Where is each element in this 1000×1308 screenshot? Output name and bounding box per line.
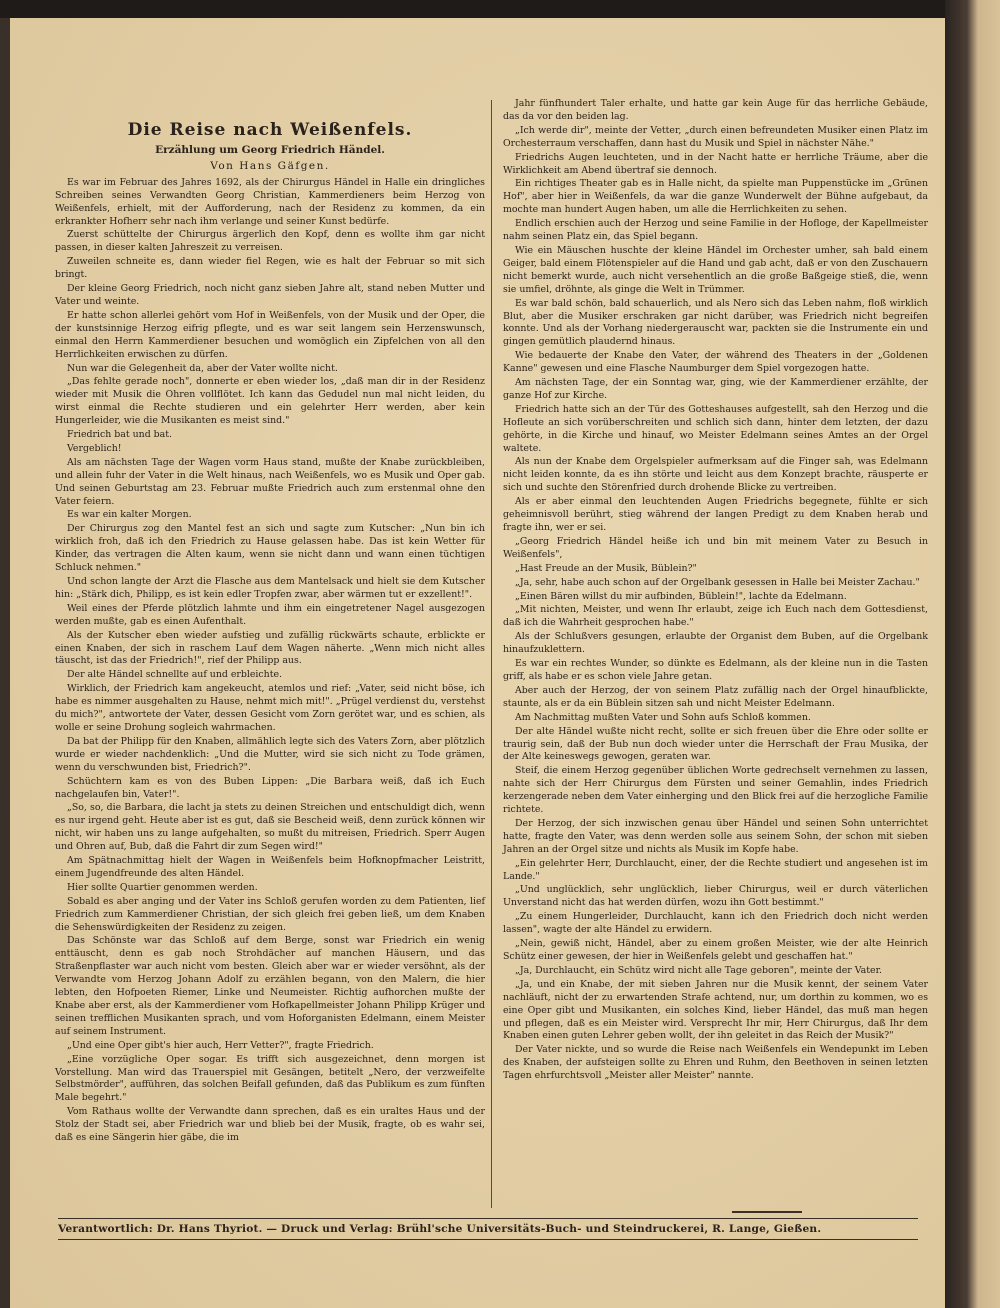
article-column-right	[503, 98, 928, 1084]
scan-top-edge	[0, 0, 1000, 18]
article-paragraph: Weil eines der Pferde plötzlich lahmte und ihm ein eingetretener Nagel ausgezogen werden mußte, gab es einen Aufenthalt.	[55, 602, 485, 627]
article-paragraph: „So, so, die Barbara, die lacht ja stets zu deinen Streichen und entschuldigt dich, wenn es nur irgend geht. Heute aber ist es gut, daß sie Bescheid weiß, denn zurück können wir nicht, wir haben uns zu lange aufgehalten, so mußt du mitreisen, Friedrich. Sperr Augen und Ohren auf, Bub, daß die Fahrt dir zum Segen wird!"	[55, 802, 485, 853]
article-paragraph: Der Vater nickte, und so wurde die Reise nach Weißenfels ein Wendepunkt im Leben des Knaben, der aufsteigen sollte zu Ehren und Ruhm, den Beethoven in seinen letzten Tagen ehrfurchtsvoll „Meister aller Meister" nannte.	[503, 1044, 928, 1082]
article-paragraph: Als nun der Knabe dem Orgelspieler aufmerksam auf die Finger sah, was Edelmann nicht leiden konnte, da es ihn störte und leicht aus dem Konzept brachte, räusperte er sich und suchte den Störenfried durch drohende Blicke zu vertreiben.	[503, 456, 928, 494]
article-paragraph: Und schon langte der Arzt die Flasche aus dem Mantelsack und hielt sie dem Kutscher hin: „Stärk dich, Philipp, es ist kein edler Tropfen zwar, aber wärmen tut er exzellent!".	[55, 576, 485, 600]
imprint-footer: Verantwortlich: Dr. Hans Thyriot. — Druck und Verlag: Brühl'sche Universitäts-Buch- und Steindruckerei, R. Lange, Gießen.	[58, 1223, 822, 1235]
article-paragraph: Es war ein kalter Morgen.	[67, 509, 192, 521]
article-paragraph: „Ja, Durchlaucht, ein Schütz wird nicht alle Tage geboren", meinte der Vater.	[515, 964, 883, 976]
article-paragraph: Jahr fünfhundert Taler erhalte, und hatte gar kein Auge für das herrliche Gebäude, das da vor den beiden lag.	[503, 98, 928, 122]
article-paragraph: „Mit nichten, Meister, und wenn Ihr erlaubt, zeige ich Euch nach dem Gottesdienst, daß ich die Wahrheit gesprochen habe."	[503, 604, 928, 629]
article-paragraph: Es war bald schön, bald schauerlich, und als Nero sich das Leben nahm, floß wirklich Blut, aber die Musiker erschraken gar nicht darüber, was Friedrich nicht begreifen konnte. Und als der Vorhang niedergerauscht war, packten sie die Instrumente ein und gingen gemütlich plaudernd hinaus.	[503, 297, 928, 348]
article-paragraph: Der alte Händel wußte nicht recht, sollte er sich freuen über die Ehre oder sollte er traurig sein, daß der Bub nun doch wieder unter die Herrschaft der Frau Musika, der der Alte keineswegs gewogen, geraten war.	[503, 725, 928, 763]
article-paragraph: Endlich erschien auch der Herzog und seine Familie in der Hofloge, der Kapellmeister nahm seinen Platz ein, das Spiel begann.	[503, 218, 928, 243]
article-title: Die Reise nach Weißenfels.	[127, 120, 413, 140]
newspaper-page	[10, 18, 945, 1308]
article-paragraph: Friedrich bat und bat.	[67, 429, 173, 441]
footer-rule-top	[58, 1218, 918, 1219]
article-paragraph: Schüchtern kam es von des Buben Lippen: „Die Barbara weiß, daß ich Euch nachgelaufen bin, Vater!".	[55, 775, 485, 800]
article-paragraph: Zuweilen schneite es, dann wieder fiel Regen, wie es halt der Februar so mit sich bringt.	[55, 256, 485, 281]
article-paragraph: Nun war die Gelegenheit da, aber der Vater wollte nicht.	[67, 362, 338, 374]
article-paragraph: Es war ein rechtes Wunder, so dünkte es Edelmann, als der kleine nun in die Tasten griff, als habe er es schon viele Jahre getan.	[503, 658, 928, 682]
article-paragraph: Da bat der Philipp für den Knaben, allmählich legte sich des Vaters Zorn, aber plötzlich wurde er wieder nachdenklich: „Und die Mutter, wird sie sich nicht zu Tode grämen, wenn du verschwunden bist, Friedrich?".	[55, 735, 485, 773]
article-paragraph: „Georg Friedrich Händel heiße ich und bin mit meinem Vater zu Besuch in Weißenfels",	[503, 535, 928, 560]
article-paragraph: Der Herzog, der sich inzwischen genau über Händel und seinen Sohn unterrichtet hatte, fragte den Vater, was denn werden solle aus seinem Sohn, der schon mit sieben Jahren an der Orgel sitze und nichts als Musik im Kopfe habe.	[503, 817, 928, 855]
article-paragraph: Es war im Februar des Jahres 1692, als der Chirurgus Händel in Halle ein dringliches Schreiben seines Verwandten Georg Christian, Kammerdieners beim Herzog von Weißenfels, erhielt, mit der Aufforderung, nach der Residenz zu kommen, da ein erkrankter Hofherr sehr nach ihm verlange und seiner Kunst bedürfe.	[55, 176, 485, 227]
article-paragraph: Als er aber einmal den leuchtenden Augen Friedrichs begegnete, fühlte er sich geheimnisvoll berührt, stieg während der langen Predigt zu dem Knaben herab und fragte ihn, wer er sei.	[503, 496, 928, 533]
article-paragraph: Wie ein Mäuschen huschte der kleine Händel im Orchester umher, sah bald einem Geiger, bald einem Flötenspieler auf die Hand und gab acht, daß er von den Zuschauern nicht bemerkt wurde, auch nicht versehentlich an die große Baßgeige stieß, die, wenn sie umfiel, dröhnte, als ginge die Welt in Trümmer.	[503, 244, 928, 295]
article-subtitle: Erzählung um Georg Friedrich Händel.	[155, 144, 385, 156]
article-paragraph: „Zu einem Hungerleider, Durchlaucht, kann ich den Friedrich doch nicht werden lassen", wagte der alte Händel zu erwidern.	[503, 911, 928, 936]
article-paragraph: Vom Rathaus wollte der Verwandte dann sprechen, daß es ein uraltes Haus und der Stolz der Stadt sei, aber Friedrich war und blieb bei der Musik, fragte, ob es wahr sei, daß es eine Sängerin hier gäbe, die im	[55, 1106, 485, 1144]
article-paragraph: „Ja, und ein Knabe, der mit sieben Jahren nur die Musik kennt, der seinem Vater nachläuft, nicht der zu erwartenden Strafe achtend, nur, um dorthin zu kommen, wo es eine Oper gibt und Musikanten, ein solches Kind, lieber Händel, das muß man hegen und pflegen, daß es ein Meister wird. Versprecht Ihr mir, Herr Chirurgus, daß Ihr dem Knaben einen guten Lehrer geben wollt, der ihn geleitet in das Reich der Musik?"	[503, 978, 928, 1042]
scan-left-edge	[0, 18, 10, 1308]
article-paragraph: „Nein, gewiß nicht, Händel, aber zu einem großen Meister, wie der alte Heinrich Schütz einer gewesen, der hier in Weißenfels gelebt und geschaffen hat."	[503, 938, 928, 962]
article-paragraph: Aber auch der Herzog, der von seinem Platz zufällig nach der Orgel hinaufblickte, staunte, als er da ein Büblein sitzen sah und nicht Meister Edelmann.	[503, 684, 928, 709]
article-paragraph: Ein richtiges Theater gab es in Halle nicht, da spielte man Puppenstücke im „Grünen Hof", aber hier in Weißenfels, da war die ganze Wunderwelt der Bühne aufgebaut, da mochte man hundert Augen haben, um alle die Herrlichkeiten zu sehen.	[503, 178, 928, 216]
article-paragraph: Wie bedauerte der Knabe den Vater, der während des Theaters in der „Goldenen Kanne" gewesen und eine Flasche Naumburger dem Spiel vorgezogen hatte.	[503, 350, 928, 375]
article-author: Von Hans Gäfgen.	[210, 159, 330, 172]
article-paragraph: Der kleine Georg Friedrich, noch nicht ganz sieben Jahre alt, stand neben Mutter und Vater und weinte.	[55, 283, 485, 307]
article-paragraph: Steif, die einem Herzog gegenüber üblichen Worte gedrechselt vernehmen zu lassen, nahte sich der Herr Chirurgus dem Fürsten und seiner Gemahlin, indes Friedrich kerzengerade neben dem Vater einherging und den Blick frei auf die herzogliche Familie richtete.	[503, 765, 928, 816]
article-paragraph: Am Nachmittag mußten Vater und Sohn aufs Schloß kommen.	[515, 711, 811, 723]
article-paragraph: Vergeblich!	[67, 442, 122, 454]
article-paragraph: Hier sollte Quartier genommen werden.	[67, 881, 258, 893]
article-paragraph: Sobald es aber anging und der Vater ins Schloß gerufen worden zu dem Patienten, lief Friedrich zum Kammerdiener Christian, der sich gleich frei geben ließ, um dem Knaben die Sehenswürdigkeiten der Residenz zu zeigen.	[55, 895, 485, 933]
article-paragraph: Friedrichs Augen leuchteten, und in der Nacht hatte er herrliche Träume, aber die Wirklichkeit am Abend übertraf sie dennoch.	[503, 151, 928, 176]
article-paragraph: „Hast Freude an der Musik, Büblein?"	[515, 562, 697, 574]
article-paragraph: Als am nächsten Tage der Wagen vorm Haus stand, mußte der Knabe zurückbleiben, und allein fuhr der Vater in die Welt hinaus, nach Weißenfels, wo es Musik und Oper gab. Und seinen Geburtstag am 23. Februar mußte Friedrich auch zum erstenmal ohne den Vater feiern.	[55, 456, 485, 507]
column-divider	[491, 100, 492, 1208]
article-paragraph: „Einen Bären willst du mir aufbinden, Büblein!", lachte da Edelmann.	[515, 590, 847, 602]
article-paragraph: „Das fehlte gerade noch", donnerte er eben wieder los, „daß man dir in der Residenz wieder mit Musik die Ohren vollflötet. Ich kann das Gedudel nun mal nicht leiden, du wirst einmal die Rechte studieren und ein gelehrter Herr werden, aber kein Hungerleider, wie die Musikanten es meist sind."	[55, 376, 485, 427]
article-paragraph: Zuerst schüttelte der Chirurgus ärgerlich den Kopf, denn es wollte ihm gar nicht passen, in dieser kalten Jahreszeit zu verreisen.	[55, 229, 485, 254]
article-paragraph: Wirklich, der Friedrich kam angekeucht, atemlos und rief: „Vater, seid nicht böse, ich habe es nimmer ausgehalten zu Hause, nehmt mich mit!". „Prügel verdienst du, verstehst du mich?", antwortete der Vater, dessen Gesicht vom Zorn gerötet war, und es schien, als wolle er seine Drohung sogleich wahrmachen.	[55, 683, 485, 733]
article-paragraph: „Und eine Oper gibt's hier auch, Herr Vetter?", fragte Friedrich.	[67, 1039, 374, 1051]
article-paragraph: „Und unglücklich, sehr unglücklich, lieber Chirurgus, weil er durch väterlichen Unverstand nicht das hat werden dürfen, wozu ihn Gott bestimmt."	[503, 884, 928, 909]
article-paragraph: Das Schönste war das Schloß auf dem Berge, sonst war Friedrich ein wenig enttäuscht, denn es gab noch Strohdächer auf manchen Häusern, und das Straßenpflaster war auch nicht vom besten. Gleich aber war er wieder versöhnt, als der Verwandte vom Herzog Johann Adolf zu erzählen begann, von den Malern, die hier lebten, den Hofpoeten Riemer, Linke und Neumeister. Richtig aufhorchen mußte der Knabe aber erst, als der Kammerdiener vom Hofkapellmeister Johann Philipp Krüger und seinen trefflichen Musikanten sprach, und vom Hoforganisten Edelmann, einem Meister auf seinem Instrument.	[55, 935, 485, 1037]
article-paragraph: Der alte Händel schnellte auf und erbleichte.	[67, 669, 283, 681]
article-column-left	[55, 98, 485, 1146]
article-paragraph: Der Chirurgus zog den Mantel fest an sich und sagte zum Kutscher: „Nun bin ich wirklich froh, daß ich den Friedrich zu Hause gelassen habe. Das ist kein Wetter für Kinder, das vertragen die Alten kaum, wenn sie nicht dann und wann einen tüchtigen Schluck nehmen."	[55, 523, 485, 574]
article-paragraph: Als der Schlußvers gesungen, erlaubte der Organist dem Buben, auf die Orgelbank hinaufzuklettern.	[503, 631, 928, 656]
article-end-rule	[732, 1211, 802, 1213]
article-paragraph: „Ja, sehr, habe auch schon auf der Orgelbank gesessen in Halle bei Meister Zachau."	[515, 576, 920, 588]
article-paragraph: „Ein gelehrter Herr, Durchlaucht, einer, der die Rechte studiert und angesehen ist im Lande."	[503, 857, 928, 882]
article-paragraph: Friedrich hatte sich an der Tür des Gotteshauses aufgestellt, sah den Herzog und die Hofleute an sich vorüberschreiten und schlich sich dann, hinter dem letzten, der dazu gehörte, in die Kirche und hinauf, wo Meister Edelmann seines Amtes an der Orgel waltete.	[503, 403, 928, 454]
book-spine	[945, 0, 1000, 1308]
article-paragraph: Er hatte schon allerlei gehört vom Hof in Weißenfels, von der Musik und der Oper, die der kunstsinnige Herzog eifrig pflegte, und es war seit langem sein Herzenswunsch, einmal den Herrn Kammerdiener besuchen und womöglich ein Zipfelchen von all den Herrlichkeiten erwischen zu dürfen.	[55, 309, 485, 360]
footer-rule-bottom	[58, 1239, 918, 1240]
article-paragraph: Am nächsten Tage, der ein Sonntag war, ging, wie der Kammerdiener erzählte, der ganze Hof zur Kirche.	[503, 377, 928, 401]
article-paragraph: Am Spätnachmittag hielt der Wagen in Weißenfels beim Hofknopfmacher Leistritt, einem Jugendfreunde des alten Händel.	[55, 855, 485, 879]
article-paragraph: „Eine vorzügliche Oper sogar. Es trifft sich ausgezeichnet, denn morgen ist Vorstellung. Man wird das Trauerspiel mit Gesängen, betitelt „Nero, der verzweifelte Selbstmörder", aufführen, das solchen Beifall gefunden, daß das Publikum es zum fünften Male begehrt."	[55, 1053, 485, 1104]
article-paragraph: „Ich werde dir", meinte der Vetter, „durch einen befreundeten Musiker einen Platz im Orchesterraum verschaffen, dann hast du Musik und Spiel in nächster Nähe."	[503, 124, 928, 149]
article-paragraph: Als der Kutscher eben wieder aufstieg und zufällig rückwärts schaute, erblickte er einen Knaben, der sich in raschem Lauf dem Wagen näherte. „Wenn mich nicht alles täuscht, ist das der Friedrich!", rief der Philipp aus.	[55, 629, 485, 667]
